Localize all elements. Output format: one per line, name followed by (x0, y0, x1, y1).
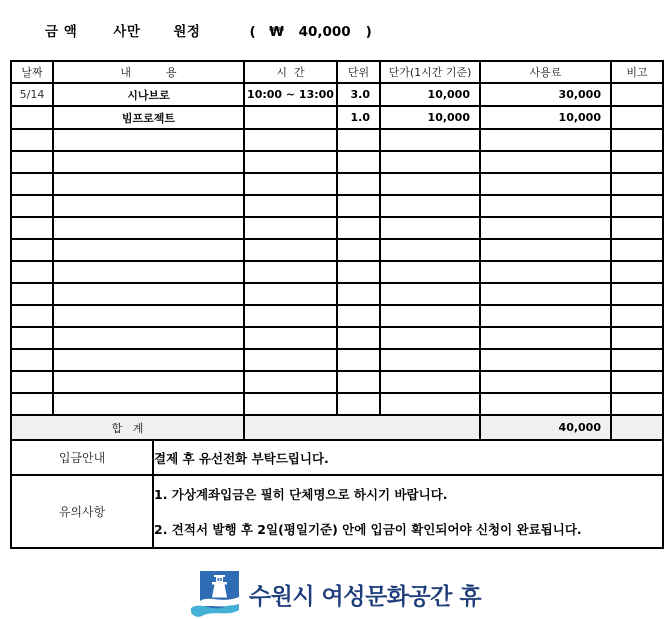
empty-cell (337, 305, 380, 327)
empty-cell (244, 283, 337, 305)
empty-cell (480, 195, 611, 217)
empty-row (11, 151, 663, 173)
col-header-unit-price: 단가(1시간 기준) (380, 61, 480, 83)
empty-cell (244, 151, 337, 173)
empty-cell (53, 195, 244, 217)
empty-cell (337, 217, 380, 239)
empty-cell (380, 151, 480, 173)
open-paren: ( (249, 24, 257, 40)
cell-unit: 1.0 (337, 106, 380, 129)
empty-cell (337, 393, 380, 415)
empty-cell (53, 173, 244, 195)
empty-cell (380, 283, 480, 305)
empty-cell (244, 239, 337, 261)
cell-time (244, 106, 337, 129)
empty-row (11, 393, 663, 415)
cell-fee: 30,000 (480, 83, 611, 106)
cell-note (611, 106, 663, 129)
cell-content: 빔프로젝트 (53, 106, 244, 129)
empty-cell (337, 239, 380, 261)
empty-cell (337, 195, 380, 217)
table-row (11, 106, 663, 129)
empty-cell (244, 393, 337, 415)
empty-cell (380, 129, 480, 151)
empty-cell (611, 349, 663, 371)
empty-row (11, 239, 663, 261)
empty-cell (11, 173, 53, 195)
empty-cell (11, 129, 53, 151)
notice-table (10, 439, 664, 549)
empty-cell (53, 239, 244, 261)
empty-cell (380, 261, 480, 283)
empty-cell (380, 239, 480, 261)
cell-date: 5/14 (11, 83, 53, 106)
empty-cell (53, 261, 244, 283)
empty-cell (611, 305, 663, 327)
empty-cell (380, 173, 480, 195)
empty-cell (480, 393, 611, 415)
empty-cell (380, 305, 480, 327)
empty-cell (380, 327, 480, 349)
empty-cell (480, 371, 611, 393)
suwon-hue-lighthouse-icon (191, 571, 239, 618)
total-spacer-cell (244, 415, 480, 440)
close-paren: ) (365, 24, 373, 40)
footer-logo (0, 571, 672, 618)
empty-cell (53, 327, 244, 349)
empty-cell (244, 327, 337, 349)
cell-fee: 10,000 (480, 106, 611, 129)
payment-guide-label: 입금안내 (11, 440, 153, 475)
total-label: 합 계 (11, 415, 244, 440)
empty-cell (337, 327, 380, 349)
empty-cell (480, 217, 611, 239)
payment-guide-text: 결제 후 유선전화 부탁드립니다. (153, 440, 663, 475)
empty-cell (53, 349, 244, 371)
empty-cell (380, 195, 480, 217)
empty-row (11, 283, 663, 305)
empty-cell (53, 129, 244, 151)
empty-cell (380, 393, 480, 415)
empty-cell (480, 261, 611, 283)
empty-cell (53, 151, 244, 173)
empty-cell (11, 239, 53, 261)
empty-cell (480, 151, 611, 173)
empty-cell (480, 239, 611, 261)
caution-line-2: 2. 견적서 발행 후 2일(평일기준) 안에 입금이 확인되어야 신청이 완료됩니다. (154, 522, 582, 537)
empty-cell (480, 327, 611, 349)
payment-guide-row (11, 440, 663, 475)
empty-cell (380, 349, 480, 371)
empty-cell (611, 173, 663, 195)
table-header-row (11, 61, 663, 83)
cell-date (11, 106, 53, 129)
amount-number: 40,000 (298, 24, 351, 40)
empty-cell (337, 371, 380, 393)
empty-cell (611, 195, 663, 217)
empty-cell (337, 349, 380, 371)
empty-cell (480, 283, 611, 305)
empty-cell (380, 371, 480, 393)
empty-cell (480, 173, 611, 195)
empty-cell (480, 349, 611, 371)
cell-content: 시나브로 (53, 83, 244, 106)
empty-cell (11, 195, 53, 217)
empty-cell (244, 217, 337, 239)
empty-cell (244, 173, 337, 195)
cell-note (611, 83, 663, 106)
caution-label: 유의사항 (11, 475, 153, 548)
empty-cell (11, 283, 53, 305)
empty-cell (611, 129, 663, 151)
empty-row (11, 305, 663, 327)
empty-cell (337, 173, 380, 195)
amount-korean-words: 사만 (113, 24, 141, 40)
table-row (11, 83, 663, 106)
empty-row (11, 173, 663, 195)
empty-cell (11, 371, 53, 393)
cell-time: 10:00 ~ 13:00 (244, 83, 337, 106)
organization-name: 수원시 여성문화공간 휴 (248, 584, 482, 610)
empty-cell (11, 327, 53, 349)
caution-row (11, 475, 663, 548)
empty-cell (11, 261, 53, 283)
empty-cell (11, 393, 53, 415)
col-header-date: 날짜 (11, 61, 53, 83)
empty-cell (244, 349, 337, 371)
empty-cell (53, 217, 244, 239)
empty-cell (337, 129, 380, 151)
empty-cell (611, 327, 663, 349)
empty-cell (53, 393, 244, 415)
empty-row (11, 371, 663, 393)
cell-unit-price: 10,000 (380, 106, 480, 129)
empty-cell (244, 371, 337, 393)
empty-row (11, 129, 663, 151)
empty-cell (611, 393, 663, 415)
currency-symbol: ₩ (269, 24, 285, 40)
empty-cell (53, 283, 244, 305)
col-header-time: 시 간 (244, 61, 337, 83)
empty-cell (244, 261, 337, 283)
caution-text-cell (153, 475, 663, 548)
empty-cell (611, 371, 663, 393)
cell-unit-price: 10,000 (380, 83, 480, 106)
cell-unit: 3.0 (337, 83, 380, 106)
usage-fee-table (10, 60, 664, 441)
empty-cell (244, 195, 337, 217)
caution-line-1: 1. 가상계좌입금은 필히 단체명으로 하시기 바랍니다. (154, 487, 448, 502)
amount-title (45, 20, 672, 38)
empty-cell (244, 129, 337, 151)
total-fee-value: 40,000 (480, 415, 611, 440)
empty-row (11, 349, 663, 371)
amount-label: 금 액 (45, 24, 78, 40)
empty-row (11, 217, 663, 239)
col-header-fee: 사용료 (480, 61, 611, 83)
empty-cell (11, 349, 53, 371)
total-note-cell (611, 415, 663, 440)
total-row (11, 415, 663, 440)
empty-row (11, 261, 663, 283)
empty-cell (380, 217, 480, 239)
empty-cell (337, 151, 380, 173)
col-header-content: 내 용 (53, 61, 244, 83)
empty-cell (11, 151, 53, 173)
col-header-unit: 단위 (337, 61, 380, 83)
empty-cell (53, 371, 244, 393)
empty-cell (337, 261, 380, 283)
empty-cell (611, 261, 663, 283)
empty-row (11, 195, 663, 217)
empty-cell (611, 239, 663, 261)
empty-cell (480, 129, 611, 151)
empty-cell (337, 283, 380, 305)
empty-cell (53, 305, 244, 327)
empty-row (11, 327, 663, 349)
empty-cell (11, 217, 53, 239)
empty-cell (611, 151, 663, 173)
amount-won-suffix: 원정 (173, 24, 201, 40)
empty-cell (244, 305, 337, 327)
empty-cell (611, 283, 663, 305)
empty-cell (480, 305, 611, 327)
empty-cell (11, 305, 53, 327)
empty-cell (611, 217, 663, 239)
col-header-note: 비고 (611, 61, 663, 83)
